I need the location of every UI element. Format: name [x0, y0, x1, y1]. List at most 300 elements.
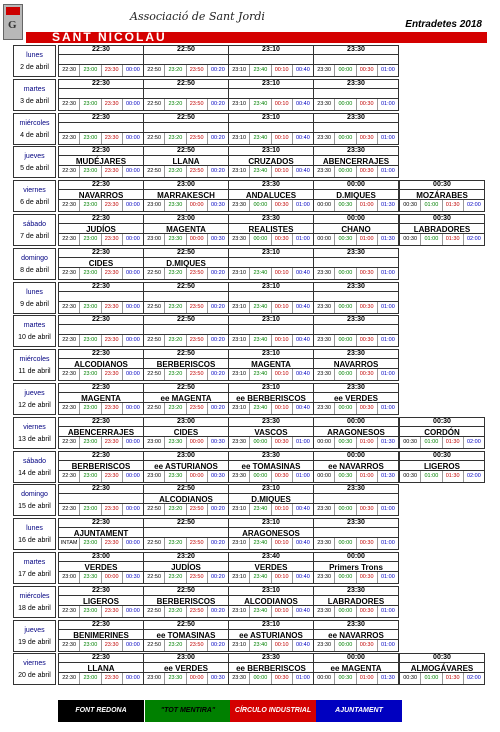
- filà-name: ABENCERRAJES: [314, 155, 398, 168]
- entry-cell: [143, 248, 229, 280]
- time-slots: [229, 436, 313, 448]
- time-slot: 23:30: [314, 606, 335, 617]
- entry-cell: [228, 214, 314, 246]
- time-slot: 01:30: [380, 236, 395, 242]
- time-slot: 01:00: [380, 405, 395, 411]
- time-slots: [229, 267, 313, 279]
- schedule-row: [13, 484, 486, 516]
- filà-name: ee ASTURIANOS: [144, 460, 228, 473]
- time-slot: 01:30: [443, 673, 464, 684]
- entry-cell: [143, 315, 229, 347]
- date: 12 de abril: [18, 402, 51, 409]
- time-slot: INTAM: [59, 538, 80, 549]
- time-slots: [229, 605, 313, 617]
- time-slot: 22:30: [59, 335, 80, 346]
- time-slot: 23:10: [229, 403, 250, 414]
- time-slot: 00:00: [335, 99, 356, 110]
- association-logo: G: [3, 4, 23, 40]
- time-slot: 23:30: [102, 640, 123, 651]
- time-slot: 23:00: [80, 403, 101, 414]
- time-slot: 23:40: [250, 99, 271, 110]
- time-slot: 00:30: [357, 166, 378, 177]
- time-slots: [314, 368, 398, 380]
- time-slot: 23:10: [229, 65, 250, 76]
- start-time: 23:10: [262, 46, 280, 53]
- time-slot: 00:10: [272, 302, 293, 313]
- start-time: 22:30: [92, 384, 110, 391]
- day-label: [13, 113, 56, 145]
- time-slots: [59, 233, 143, 245]
- schedule-row: [13, 282, 486, 314]
- time-slot: 00:40: [295, 168, 310, 175]
- filà-name: ee VERDES: [144, 662, 228, 675]
- time-slot: 23:30: [102, 268, 123, 279]
- time-slot: 00:30: [357, 572, 378, 583]
- time-slot: 23:40: [250, 369, 271, 380]
- filà-name: NAVARROS: [314, 358, 398, 371]
- time-slot: 23:40: [250, 403, 271, 414]
- time-slot: 22:50: [144, 504, 165, 515]
- time-slot: 00:30: [357, 99, 378, 110]
- time-slots: [229, 503, 313, 515]
- start-time: 00:30: [433, 215, 451, 222]
- time-slot: 01:00: [295, 438, 310, 445]
- time-slot: 23:10: [229, 335, 250, 346]
- start-time: 22:30: [92, 113, 110, 121]
- filà-name: ee MAGENTA: [144, 392, 228, 405]
- entry-cell: [313, 620, 399, 652]
- time-slot: 00:00: [314, 437, 335, 448]
- entry-cell: [228, 180, 314, 212]
- time-slot: 01:30: [443, 234, 464, 245]
- entry-cell: [228, 349, 314, 381]
- start-time: 00:00: [347, 215, 365, 222]
- time-slot: 00:00: [187, 471, 208, 482]
- time-slot: 22:50: [144, 538, 165, 549]
- time-slot: 23:50: [187, 369, 208, 380]
- time-slot: 23:50: [187, 302, 208, 313]
- filà-name: D.MIQUES: [314, 189, 398, 202]
- time-slot: 23:40: [250, 65, 271, 76]
- schedule-row: [13, 552, 486, 584]
- time-slot: 01:00: [380, 134, 395, 141]
- filà-name: MAGENTA: [144, 223, 228, 236]
- filà-name: LABRADORES: [314, 595, 398, 608]
- time-slot: 00:10: [272, 640, 293, 651]
- filà-name: ee TOMASINAS: [144, 629, 228, 642]
- time-slot: 23:30: [229, 437, 250, 448]
- time-slot: 00:20: [210, 168, 225, 175]
- time-slot: 01:00: [380, 506, 395, 513]
- weekday: lunes: [26, 52, 43, 59]
- time-slot: 00:30: [357, 538, 378, 549]
- time-slot: 23:30: [314, 640, 335, 651]
- weekday: martes: [23, 85, 46, 93]
- time-slot: 23:00: [80, 437, 101, 448]
- time-slot: 22:30: [59, 673, 80, 684]
- time-slot: 00:00: [335, 640, 356, 651]
- start-time: 23:10: [262, 113, 280, 121]
- entry-cell: [313, 180, 399, 212]
- time-slots: [59, 503, 143, 515]
- time-slot: 23:10: [229, 302, 250, 313]
- time-slot: 00:00: [125, 337, 140, 344]
- time-slots: [229, 233, 313, 245]
- filà-name: ee NAVARROS: [314, 460, 398, 473]
- time-slot: 23:00: [80, 166, 101, 177]
- time-slots: [314, 233, 398, 245]
- entry-cell: [313, 349, 399, 381]
- date: 9 de abril: [20, 300, 49, 308]
- start-time: 23:10: [262, 519, 280, 527]
- entry-cell: [399, 180, 485, 212]
- entry-cell: [58, 620, 144, 652]
- time-slot: 23:00: [80, 302, 101, 313]
- time-slots: [59, 64, 143, 76]
- start-time: 22:30: [92, 485, 110, 493]
- filà-name: MOZÁRABES: [400, 189, 484, 202]
- start-time: 22:30: [92, 147, 110, 155]
- time-slot: 01:00: [357, 200, 378, 211]
- start-time: 23:30: [347, 282, 365, 290]
- time-slots: [144, 368, 228, 380]
- filà-name: ABENCERRAJES: [59, 426, 143, 439]
- filà-name: JUDÍOS: [59, 223, 143, 236]
- time-slot: 22:30: [59, 640, 80, 651]
- time-slot: 00:00: [335, 403, 356, 414]
- start-time: 23:00: [177, 417, 195, 425]
- time-slots: [59, 571, 143, 583]
- time-slot: 23:30: [102, 606, 123, 617]
- time-slot: 23:30: [102, 437, 123, 448]
- time-slot: 23:10: [229, 504, 250, 515]
- time-slots: [400, 199, 484, 211]
- legend-item: CÍRCULO INDUSTRIAL: [230, 700, 316, 722]
- time-slots: [59, 165, 143, 177]
- entry-cell: [313, 653, 399, 685]
- time-slots: [144, 503, 228, 515]
- time-slot: 00:40: [295, 607, 310, 614]
- filà-name: D.MIQUES: [144, 257, 228, 270]
- time-slot: 01:00: [357, 673, 378, 684]
- time-slots: [144, 571, 228, 583]
- start-time: 23:10: [262, 79, 280, 87]
- entry-cell: [313, 586, 399, 618]
- start-time: 23:10: [262, 620, 280, 628]
- time-slots: [314, 470, 398, 482]
- time-slots: [229, 199, 313, 211]
- time-slot: 23:00: [144, 234, 165, 245]
- time-slot: 00:10: [272, 335, 293, 346]
- time-slot: 22:30: [59, 403, 80, 414]
- time-slot: 01:00: [421, 471, 442, 482]
- filà-name: ALCODIANOS: [229, 595, 313, 608]
- time-slot: 23:40: [250, 640, 271, 651]
- start-time: 22:30: [92, 248, 110, 256]
- time-slot: 00:20: [210, 574, 225, 580]
- filà-name: CORDÓN: [400, 426, 484, 439]
- time-slot: 00:30: [400, 200, 421, 211]
- start-time: 22:30: [92, 417, 110, 425]
- time-slot: 23:30: [102, 369, 123, 380]
- start-time: 23:00: [177, 654, 195, 662]
- time-slot: 00:30: [357, 65, 378, 76]
- entry-cell: [228, 518, 314, 550]
- time-slot: 23:20: [165, 369, 186, 380]
- time-slot: 00:00: [125, 607, 140, 614]
- entry-cell: [399, 417, 485, 449]
- start-time: 23:30: [347, 248, 365, 256]
- time-slot: 00:30: [400, 234, 421, 245]
- entry-cell: [313, 383, 399, 415]
- time-slot: 00:00: [335, 302, 356, 313]
- weekday: miércoles: [19, 356, 50, 364]
- time-slot: 00:30: [400, 437, 421, 448]
- time-slot: 22:30: [59, 606, 80, 617]
- start-time: 22:30: [92, 79, 110, 87]
- entry-cell: [143, 620, 229, 652]
- start-time: 23:30: [347, 147, 365, 155]
- time-slot: 23:30: [102, 403, 123, 414]
- time-slot: 00:30: [210, 438, 225, 445]
- weekday: martes: [23, 559, 46, 566]
- filà-name: JUDÍOS: [144, 561, 228, 574]
- weekday: miércoles: [19, 119, 50, 127]
- time-slot: 23:00: [144, 200, 165, 211]
- filà-name: ALCODIANOS: [144, 493, 228, 506]
- filà-name: CHANO: [314, 223, 398, 236]
- entry-cell: [228, 451, 314, 483]
- time-slots: [144, 98, 228, 110]
- time-slot: 23:30: [80, 572, 101, 583]
- entry-cell: [228, 417, 314, 449]
- time-slot: 02:00: [466, 202, 481, 209]
- time-slot: 23:00: [80, 369, 101, 380]
- time-slot: 22:30: [59, 133, 80, 144]
- time-slot: 01:30: [380, 202, 395, 209]
- time-slot: 00:00: [125, 236, 140, 242]
- time-slot: 00:30: [357, 504, 378, 515]
- time-slot: 00:00: [187, 673, 208, 684]
- filà-name: ARAGONESOS: [229, 527, 313, 540]
- time-slot: 00:20: [210, 506, 225, 513]
- filà-name: NAVARROS: [59, 189, 143, 202]
- time-slot: 22:30: [59, 99, 80, 110]
- schedule-row: [13, 79, 486, 111]
- entry-cell: [143, 484, 229, 516]
- weekday: jueves: [24, 153, 45, 161]
- start-time: 23:30: [262, 451, 280, 459]
- filà-name: MUDÉJARES: [59, 155, 143, 168]
- time-slot: 00:20: [210, 607, 225, 614]
- date: 8 de abril: [20, 266, 49, 274]
- start-time: 22:30: [92, 181, 110, 189]
- time-slots: [59, 639, 143, 651]
- time-slot: 00:00: [314, 471, 335, 482]
- schedule-row: [13, 451, 486, 483]
- time-slots: [314, 165, 398, 177]
- time-slots: [314, 98, 398, 110]
- filà-name: ee BERBERISCOS: [229, 392, 313, 405]
- time-slot: 22:50: [144, 99, 165, 110]
- time-slots: [314, 537, 398, 549]
- time-slot: 00:00: [335, 133, 356, 144]
- filà-name: ARAGONESOS: [314, 426, 398, 439]
- time-slot: 01:00: [380, 168, 395, 175]
- start-time: 00:30: [433, 451, 451, 459]
- start-time: 23:40: [262, 553, 280, 560]
- time-slot: 01:30: [443, 471, 464, 482]
- start-time: 22:50: [177, 79, 195, 87]
- entry-cell: [143, 146, 229, 178]
- time-slot: 00:10: [272, 268, 293, 279]
- time-slot: 01:30: [380, 675, 395, 682]
- time-slot: 00:20: [210, 269, 225, 276]
- time-slot: 00:30: [335, 200, 356, 211]
- filà-name: ee TOMASINAS: [229, 460, 313, 473]
- time-slot: 00:00: [125, 269, 140, 276]
- entry-cell: [313, 518, 399, 550]
- time-slot: 02:00: [466, 675, 481, 682]
- entry-cell: [399, 653, 485, 685]
- start-time: 00:30: [433, 181, 451, 189]
- start-time: 23:10: [262, 147, 280, 155]
- date: 17 de abril: [18, 571, 51, 578]
- day-label: [13, 552, 56, 584]
- time-slots: [59, 436, 143, 448]
- time-slot: 00:10: [272, 65, 293, 76]
- filà-name: CRUZADOS: [229, 155, 313, 168]
- time-slot: 00:00: [250, 200, 271, 211]
- time-slot: 23:30: [314, 403, 335, 414]
- day-label: [13, 653, 56, 685]
- time-slots: [59, 672, 143, 684]
- day-label: [13, 349, 56, 381]
- schedule-row: [13, 518, 486, 550]
- time-slot: 00:00: [187, 200, 208, 211]
- time-slot: 23:40: [250, 302, 271, 313]
- time-slot: 23:50: [187, 640, 208, 651]
- time-slot: 00:20: [210, 405, 225, 411]
- time-slot: 00:10: [272, 166, 293, 177]
- time-slots: [59, 98, 143, 110]
- day-label: [13, 417, 56, 449]
- date: 3 de abril: [20, 97, 49, 105]
- entry-cell: [313, 315, 399, 347]
- filà-name: ALCODIANOS: [59, 358, 143, 371]
- time-slot: 23:10: [229, 640, 250, 651]
- time-slots: [59, 132, 143, 144]
- time-slots: [314, 503, 398, 515]
- time-slot: 23:20: [165, 640, 186, 651]
- date: 18 de abril: [18, 604, 51, 612]
- start-time: 22:30: [92, 586, 110, 594]
- time-slots: [229, 537, 313, 549]
- filà-name: ee NAVARROS: [314, 629, 398, 642]
- start-time: 23:30: [347, 519, 365, 527]
- weekday: sábado: [23, 221, 46, 228]
- time-slot: 00:00: [125, 405, 140, 411]
- weekday: miércoles: [19, 592, 50, 600]
- time-slots: [314, 402, 398, 414]
- time-slot: 00:30: [210, 675, 225, 682]
- weekday: viernes: [23, 660, 46, 668]
- filà-name: MAGENTA: [59, 392, 143, 405]
- time-slot: 00:00: [125, 371, 140, 378]
- filà-name: ALMOGÁVARES: [400, 662, 484, 675]
- time-slot: 01:00: [295, 472, 310, 479]
- day-label: [13, 214, 56, 246]
- time-slots: [144, 64, 228, 76]
- start-time: 23:00: [177, 181, 195, 189]
- time-slots: [144, 301, 228, 313]
- weekday: jueves: [24, 626, 45, 634]
- time-slot: 23:30: [102, 200, 123, 211]
- start-time: 22:30: [92, 451, 110, 459]
- time-slot: 01:00: [295, 202, 310, 209]
- entry-cell: [58, 653, 144, 685]
- time-slots: [144, 605, 228, 617]
- time-slot: 23:30: [229, 200, 250, 211]
- time-slot: 23:30: [102, 234, 123, 245]
- day-label: [13, 79, 56, 111]
- time-slot: 23:40: [250, 268, 271, 279]
- start-time: 22:50: [177, 586, 195, 594]
- time-slot: 23:30: [165, 437, 186, 448]
- filà-name: VERDES: [59, 561, 143, 574]
- filà-name: ee VERDES: [314, 392, 398, 405]
- entry-cell: [58, 45, 144, 77]
- time-slot: 23:30: [314, 369, 335, 380]
- time-slots: [59, 402, 143, 414]
- time-slot: 23:50: [187, 99, 208, 110]
- time-slot: 00:30: [272, 673, 293, 684]
- time-slot: 00:20: [210, 540, 225, 547]
- time-slots: [314, 605, 398, 617]
- schedule-row: [13, 417, 486, 449]
- time-slot: 00:10: [272, 369, 293, 380]
- time-slot: 23:00: [80, 234, 101, 245]
- start-time: 23:10: [262, 316, 280, 324]
- time-slot: 00:00: [187, 234, 208, 245]
- time-slot: 22:30: [59, 65, 80, 76]
- time-slot: 22:30: [59, 369, 80, 380]
- start-time: 23:10: [262, 248, 280, 256]
- start-time: 23:30: [347, 384, 365, 391]
- date: 6 de abril: [20, 199, 49, 207]
- time-slot: 23:00: [80, 673, 101, 684]
- time-slots: [144, 165, 228, 177]
- time-slot: 00:40: [295, 134, 310, 141]
- entry-cell: [228, 383, 314, 415]
- legend-item: FONT REDONA: [58, 700, 144, 722]
- time-slot: 23:20: [165, 268, 186, 279]
- time-slot: 00:20: [210, 303, 225, 310]
- page-title: Entradetes 2018: [405, 19, 482, 30]
- time-slot: 23:30: [314, 504, 335, 515]
- day-label: [13, 451, 56, 483]
- time-slot: 23:00: [80, 640, 101, 651]
- time-slots: [314, 436, 398, 448]
- time-slot: 23:50: [187, 504, 208, 515]
- time-slots: [144, 537, 228, 549]
- time-slot: 23:00: [80, 538, 101, 549]
- time-slot: 00:40: [295, 371, 310, 378]
- entry-cell: [228, 484, 314, 516]
- time-slot: 01:00: [380, 269, 395, 276]
- time-slot: 00:30: [335, 234, 356, 245]
- time-slot: 23:40: [250, 335, 271, 346]
